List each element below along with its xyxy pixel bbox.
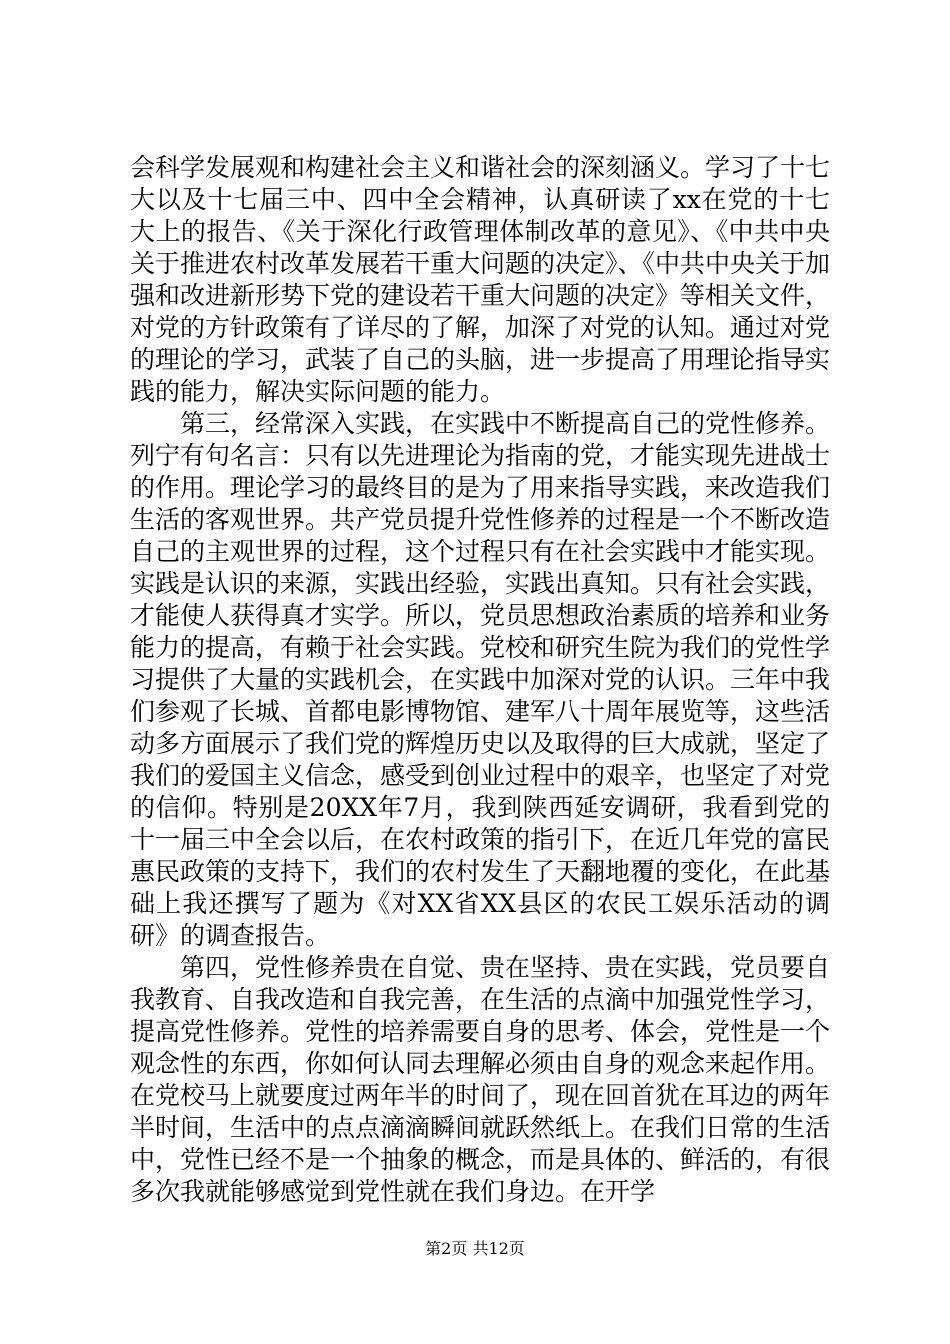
paragraph-continuation: 会科学发展观和构建社会主义和谐社会的深刻涵义。学习了十七大以及十七届三中、四中全会精神，认真研读了xx在党的十七大上的报告、《关于深化行政管理体制改革的意见》、《中共中央关于推进农村改革发展若干重大问题的决定》、《中共中央关于加强和改进新形势下党的建设若干重大问题的决定》等相关文件，对党的方针政策有了详尽的了解，加深了对党的认知。通过对党的理论的学习，武装了自己的头脑，进一步提高了用理论指导实践的能力，解决实际问题的能力。 [130,153,831,406]
document-body [130,152,830,1208]
page-number-footer: 第2页 共12页 [425,1239,525,1258]
paragraph-fourth-point: 第四，党性修养贵在自觉、贵在坚持、贵在实践，党员要自我教育、自我改造和自我完善，在生活的点滴中加强党性学习，提高党性修养。党性的培养需要自身的思考、体会，党性是一个观念性的东西，你如何认同去理解必须由自身的观念来起作用。在党校马上就要度过两年半的时间了，现在回首犹在耳边的两年半时间，生活中的点点滴滴瞬间就跃然纸上。在我们日常的生活中，党性已经不是一个抽象的概念，而是具体的、鲜活的，有很多次我就能够感觉到党性就在我们身边。在开学 [130,953,831,1206]
paragraph-third-point: 第三，经常深入实践，在实践中不断提高自己的党性修养。列宁有句名言：只有以先进理论为指南的党，才能实现先进战士的作用。理论学习的最终目的是为了用来指导实践，来改造我们生活的客观世界。共产党员提升党性修养的过程是一个不断改造自己的主观世界的过程，这个过程只有在社会实践中才能实现。实践是认识的来源，实践出经验，实践出真知。只有社会实践，才能使人获得真才实学。所以，党员思想政治素质的培养和业务能力的提高，有赖于社会实践。党校和研究生院为我们的党性学习提供了大量的实践机会，在实践中加深对党的认识。三年中我们参观了长城、首都电影博物馆、建军八十周年展览等，这些活动多方面展示了我们党的辉煌历史以及取得的巨大成就，坚定了我们的爱国主义信念，感受到创业过程中的艰辛，也坚定了对党的信仰。特别是20XX年7月，我到陕西延安调研，我看到党的十一届三中全会以后，在农村政策的指引下，在近几年党的富民惠民政策的支持下，我们的农村发生了天翻地覆的变化，在此基础上我还撰写了题为《对XX省XX县区的农民工娱乐活动的调研》的调查报告。 [130,409,831,950]
